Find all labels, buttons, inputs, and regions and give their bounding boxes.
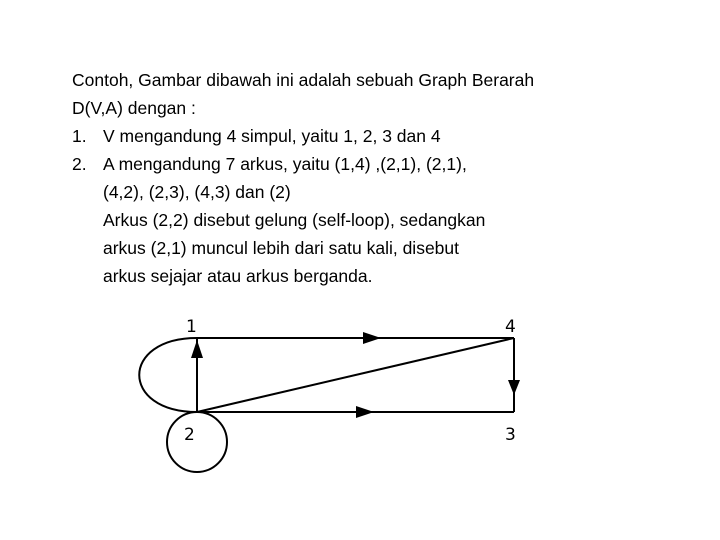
- self-loop-note: Arkus (2,2) disebut gelung (self-loop), sedangkan: [103, 210, 486, 230]
- list-number: 2.: [72, 154, 87, 174]
- node-label-2: 2: [184, 425, 195, 445]
- list-number: 1.: [72, 126, 87, 146]
- arrowhead-arc-1-4: [363, 332, 381, 344]
- intro-line: Contoh, Gambar dibawah ini adalah sebuah Graph Berarah: [72, 70, 535, 90]
- arrowhead-arc-2-3: [356, 406, 374, 418]
- arc-4-2: [197, 338, 514, 412]
- parallel-arc-note-continued: arkus sejajar atau arkus berganda.: [103, 266, 373, 286]
- intro-line-continued: D(V,A) dengan :: [72, 98, 196, 118]
- parallel-arc-note: arkus (2,1) muncul lebih dari satu kali, disebut: [103, 238, 460, 258]
- arc-2-1-curve: [139, 338, 197, 412]
- list-item-text: A mengandung 7 arkus, yaitu (1,4) ,(2,1), (2,1),: [103, 154, 467, 174]
- arrowhead-arc-4-3: [508, 380, 520, 395]
- node-label-1: 1: [186, 317, 197, 337]
- list-item-text-continued: (4,2), (2,3), (4,3) dan (2): [103, 182, 291, 202]
- list-item-text: V mengandung 4 simpul, yaitu 1, 2, 3 dan 4: [103, 126, 441, 146]
- arrowhead-arc-2-1: [191, 340, 203, 358]
- node-label-4: 4: [505, 317, 516, 337]
- self-loop-2-2: [167, 412, 227, 472]
- node-label-3: 3: [505, 425, 516, 445]
